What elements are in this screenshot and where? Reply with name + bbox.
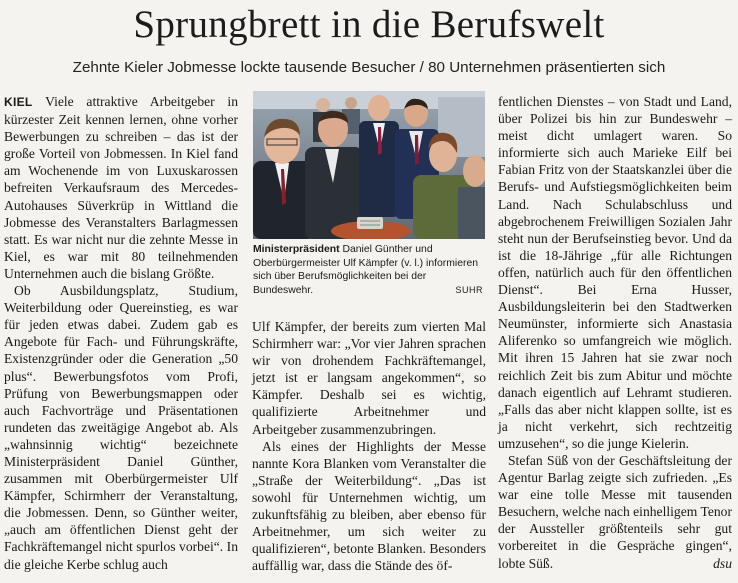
article-photo: [253, 91, 485, 239]
column-1: [4, 93, 238, 573]
paragraph: [4, 93, 238, 282]
paragraph: [498, 452, 732, 572]
photo-caption: [253, 243, 485, 297]
dateline: KIEL: [4, 95, 33, 109]
paragraph-text: Stefan Süß von der Geschäftsleitung der Agentur Barlag zeigte sich zufrieden. „Es war eine tolle Messe mit tausenden Besuchern, welche nach einhelligem Tenor der Aussteller größtenteils sehr gut vorbereitet in die Gespräche gingen“, lobte Süß.: [498, 452, 732, 571]
headline: Sprungbrett in die Berufswelt: [133, 3, 605, 46]
column-3: [498, 93, 732, 572]
paragraph-text: Viele attraktive Arbeitgeber in kürzester Zeit kennen lernen, ohne vorher Bewerbungen zu schreiben – das ist der große Vorteil von Jobmessen. In Kiel fand am Wochenende im von Luxuskarossen befreiten Verkaufsraum des Mercedes-Autohauses Süverkrüp in Wittland die Jobmesse des Veranstalters Barlagmessen statt. Es war nicht nur die zehnte Messe in Kiel, es war mit 80 teilnehmenden Unternehmen auch die bislang Größte.: [4, 94, 239, 281]
paragraph: fentlichen Dienstes – von Stadt und Land, über Polizei bis hin zur Bundeswehr – meist dicht umlagert waren. So informierte sich auch Marieke Eilf bei Fabian Fritz von der Staatskanzlei über die Berufs- und Aufstiegsmöglichkeiten beim Land. Nach Schulabschluss und abgebrochenem Freiwilligen Sozialen Jahr steht nun der Berufseinstieg bevor. Und da ist die 18-Jährige „für alle Richtungen offen, natürlich auch für den öffentlichen Dienst“. Bei Erna Husser, Ausbildungsleiterin bei den Stadtwerken Neumünster, informierte sich Anastasia Aliferenko so umfangreich wie möglich. Mit ihren 15 Jahren hat sie zwar noch reichlich Zeit bis zum Abitur und möchte danach eigentlich auf Lehramt studieren. „Falls das aber nicht klappen sollte, ist es ja nicht verkehrt, sich rechtzeitig umzusehen“, so die junge Kielerin.: [498, 94, 732, 451]
paragraph: Ob Ausbildungsplatz, Studium, Weiterbildung oder Quereinstieg, es war für jeden etwas dabei. Zudem gab es Angebote für Fach- und Führungskräfte, Existenzgründer oder die Generation „50 plus“. Bewerbungsfotos vom Profi, Prüfung von Bewerbungsmappen oder auch Fachvorträge und Präsentationen rundeten das zweitägige Angebot ab. Als „wahnsinnig wichtig“ bezeichnete Ministerpräsident Daniel Günther, zusammen mit Oberbürgermeister Ulf Kämpfer, Schirmherr der Veranstaltung, die Jobmessen. Denn, so Günther weiter, „auch am öffentlichen Dienst geht der Fachkräftemangel nicht spurlos vorbei“. In die gleiche Kerbe schlug auch: [4, 283, 238, 572]
caption-lead: Ministerpräsident: [253, 244, 340, 255]
photo-illustration: [253, 91, 485, 239]
author-tag: dsu: [713, 555, 732, 571]
paragraph: Ulf Kämpfer, der bereits zum vierten Mal Schirmherr war: „Vor vier Jahren sprachen wir von drohendem Fachkräftemangel, jetzt ist er langsam angekommen“, so Kämpfer. Deshalb sei es wichtig, qualifizierte Arbeitnehmer und Arbeitgeber zusammenzubringen.: [252, 319, 486, 437]
column-2: [252, 318, 486, 574]
subheadline: Zehnte Kieler Jobmesse lockte tausende Besucher / 80 Unternehmen präsentierten sich: [72, 59, 666, 76]
photo-credit: SUHR: [455, 284, 483, 295]
paragraph: Als eines der Highlights der Messe nannte Kora Blanken vom Veranstalter die „Straße der Weiterbildung“. „Das ist sowohl für Unternehmen wichtig, um zukunftsfähig zu bleiben, aber ebenso für Arbeitnehmer, um sich weiter zu qualifizieren“, betonte Blanken. Besonders auffällig war, dass die Stände des öf-: [252, 438, 486, 574]
caption-text: Daniel Günther und Oberbürgermeister Ulf Kämpfer (v. l.) informieren sich über Berufsmöglichkeiten bei der Bundeswehr.: [253, 244, 479, 296]
